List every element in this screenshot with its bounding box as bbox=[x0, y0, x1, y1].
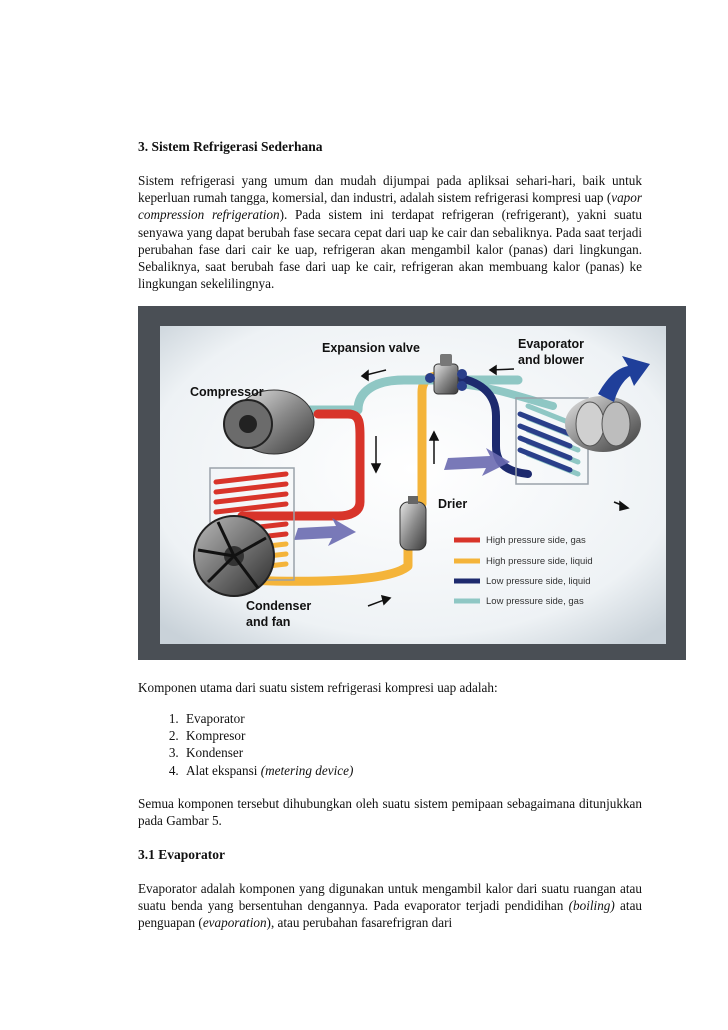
section-title: 3. Sistem Refrigerasi Sederhana bbox=[138, 139, 323, 154]
legend-label-low-liquid: Low pressure side, liquid bbox=[486, 576, 591, 587]
label-evaporator-blower: and blower bbox=[518, 353, 584, 367]
evaporator-paragraph: Evaporator adalah komponen yang digunakan untuk mengambil kalor dari suatu ruangan atau suatu benda yang bersentuhan dengannya. Pada evaporator terjadi pendidihan (boiling) atau penguapan (evaporation), atau perubahan fasarefrigran dari bbox=[138, 881, 643, 931]
refrigeration-diagram bbox=[138, 306, 686, 660]
label-condenser: Condenser bbox=[246, 599, 312, 613]
connection-paragraph: Semua komponen tersebut dihubungkan oleh suatu sistem pemipaan sebagaimana ditunjukkan pada Gambar 5. bbox=[138, 796, 642, 829]
components-intro: Komponen utama dari suatu sistem refrigerasi kompresi uap adalah: bbox=[138, 680, 498, 695]
list-item: 4. Alat ekspansi (metering device) bbox=[182, 762, 353, 779]
list-item: 3. Kondenser bbox=[182, 744, 353, 761]
intro-emphasis: vapor compression refrigeration bbox=[138, 190, 642, 223]
label-condenser-fan: and fan bbox=[246, 615, 291, 629]
intro-paragraph: Sistem refrigerasi yang umum dan mudah dijumpai pada apliksai sehari-hari, baik untuk keperluan rumah tangga, komersial, dan industri, adalah sistem refrigerasi kompresi uap (vapor compression refrigeration). Pada sistem ini terdapat refrigeran (refrigerant), yakni suatu senyawa yang dapat berubah fase secara cepat dari uap ke cair dan sebaliknya. Pada saat terjadi perubahan fase dari cair ke uap, refrigeran akan mengambil kalor (panas) dari lingkungan. Sebaliknya, saat berubah fase dari uap ke cair, refrigeran akan membuang kalor (panas) ke lingkungan sekelilingnya. bbox=[138, 173, 642, 292]
list-item: 1. Evaporator bbox=[182, 710, 353, 727]
drier-icon bbox=[400, 496, 426, 550]
label-compressor: Compressor bbox=[190, 385, 264, 399]
label-evaporator: Evaporator bbox=[518, 337, 584, 351]
legend-label-high-gas: High pressure side, gas bbox=[486, 535, 586, 546]
blower-icon bbox=[565, 396, 641, 452]
legend-label-low-gas: Low pressure side, gas bbox=[486, 596, 584, 607]
list-item: 2. Kompresor bbox=[182, 727, 353, 744]
components-list bbox=[158, 710, 353, 779]
label-drier: Drier bbox=[438, 497, 468, 511]
label-expansion-valve: Expansion valve bbox=[322, 341, 420, 355]
subsection-title: 3.1 Evaporator bbox=[138, 847, 225, 862]
condenser-fan-icon bbox=[194, 516, 274, 596]
legend-label-high-liquid: High pressure side, liquid bbox=[486, 556, 593, 567]
